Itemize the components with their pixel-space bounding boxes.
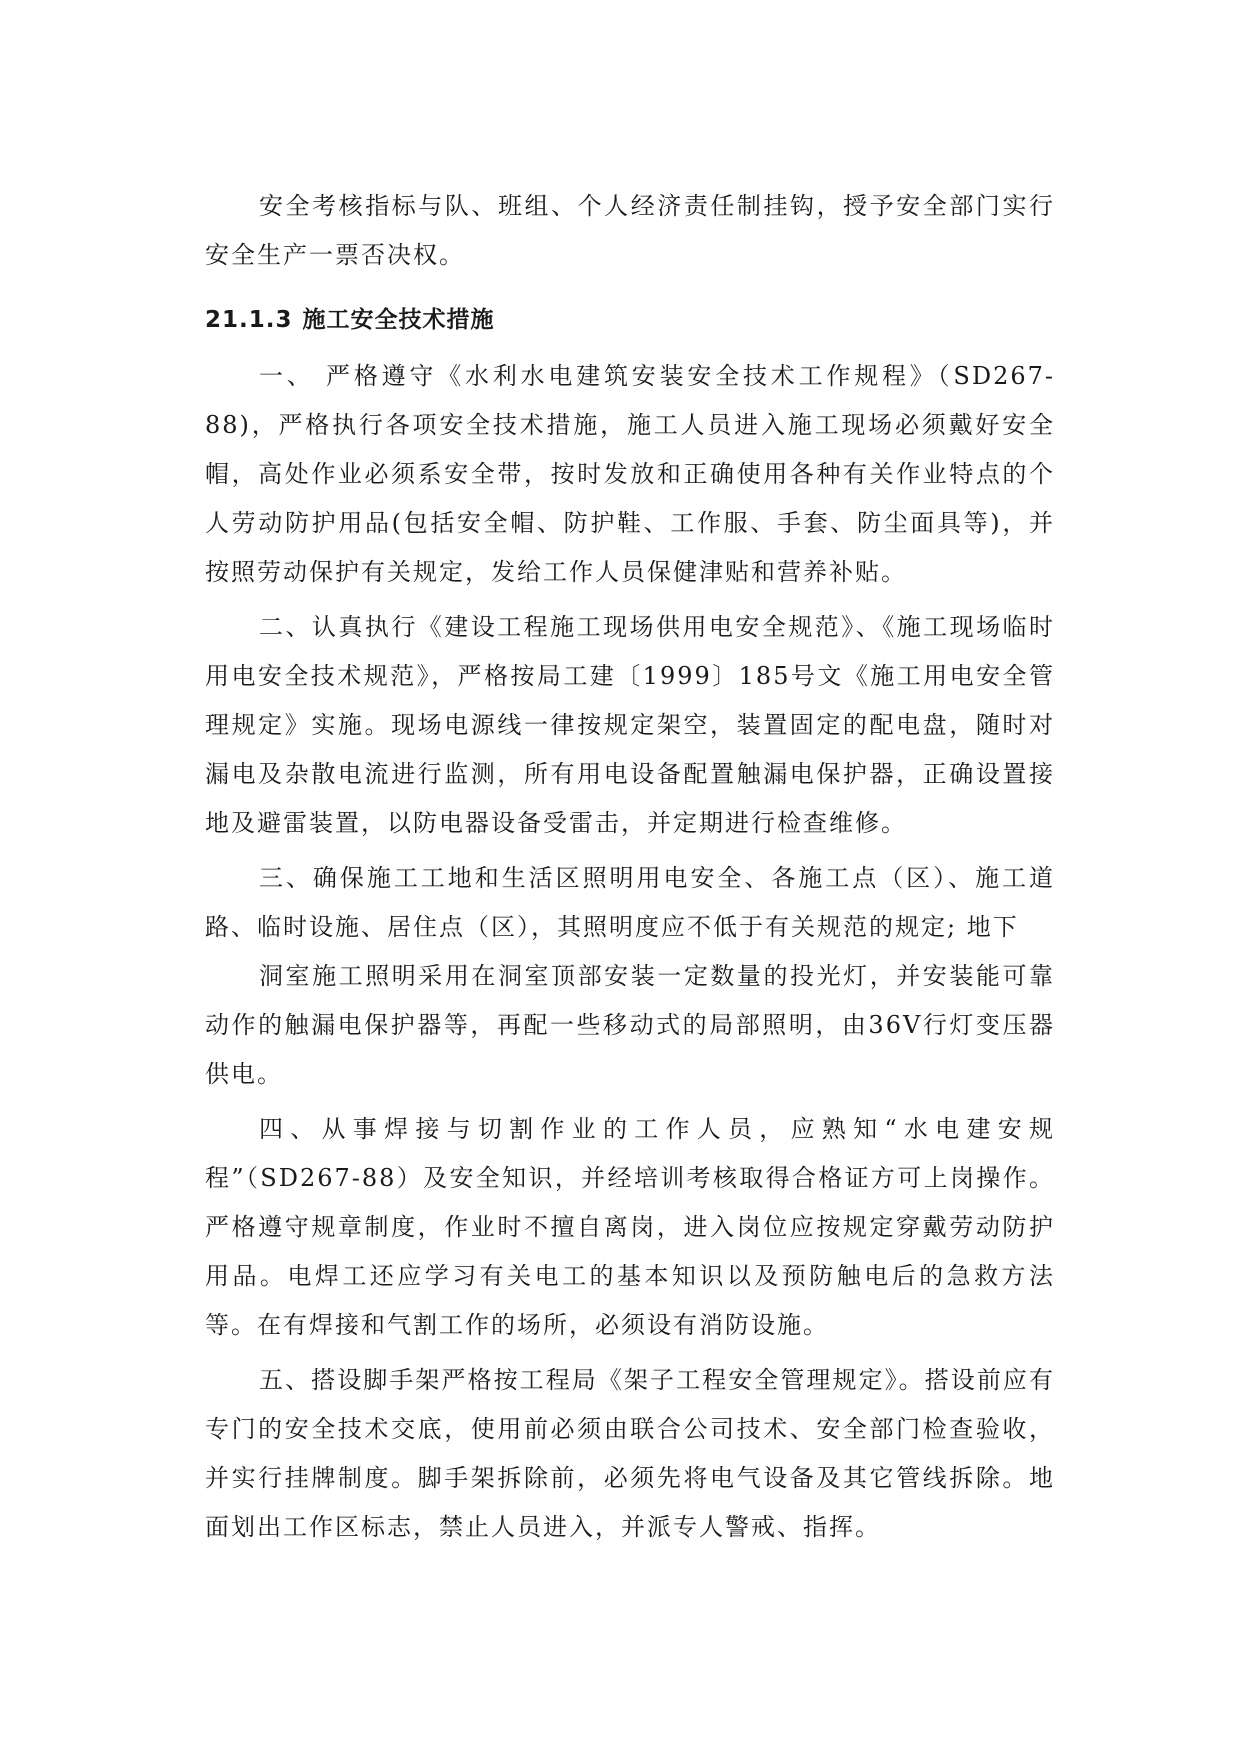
section-heading xyxy=(205,300,1055,340)
paragraph-item-5: 五、搭设脚手架严格按工程局《架子工程安全管理规定》。搭设前应有专门的安全技术交底，使用前必须由联合公司技术、安全部门检查验收，并实行挂牌制度。脚手架拆除前，必须先将电气设备及其它管线拆除。地面划出工作区标志，禁止人员进入，并派专人警戒、指挥。 xyxy=(205,1366,1055,1541)
paragraph-item-3-continued: 洞室施工照明采用在洞室顶部安装一定数量的投光灯，并安装能可靠动作的触漏电保护器等，再配一些移动式的局部照明，由36V行灯变压器供电。 xyxy=(205,962,1055,1088)
paragraph-assessment: 安全考核指标与队、班组、个人经济责任制挂钩，授予安全部门实行安全生产一票否决权。 xyxy=(205,192,1055,269)
paragraph-item-4: 四、从事焊接与切割作业的工作人员，应熟知“水电建安规程”（SD267-88）及安全知识，并经培训考核取得合格证方可上岗操作。严格遵守规章制度，作业时不擅自离岗，进入岗位应按规定穿戴劳动防护用品。电焊工还应学习有关电工的基本知识以及预防触电后的急救方法等。在有焊接和气割工作的场所，必须设有消防设施。 xyxy=(205,1115,1055,1339)
section-title: 施工安全技术措施 xyxy=(302,307,495,333)
paragraph-item-3: 三、确保施工工地和生活区照明用电安全、各施工点（区）、施工道路、临时设施、居住点（区），其照明度应不低于有关规范的规定; 地下 xyxy=(205,864,1055,941)
section-number: 21.1.3 xyxy=(205,307,293,333)
document-page xyxy=(205,182,1055,1552)
paragraph-item-2: 二、认真执行《建设工程施工现场供用电安全规范》、《施工现场临时用电安全技术规范》，严格按局工建〔1999〕185号文《施工用电安全管理规定》实施。现场电源线一律按规定架空，装置固定的配电盘，随时对漏电及杂散电流进行监测，所有用电设备配置触漏电保护器，正确设置接地及避雷装置，以防电器设备受雷击，并定期进行检查维修。 xyxy=(205,613,1055,837)
paragraph-item-1: 一、 严格遵守《水利水电建筑安装安全技术工作规程》（SD267-88)，严格执行各项安全技术措施，施工人员进入施工现场必须戴好安全帽，高处作业必须系安全带，按时发放和正确使用各种有关作业特点的个人劳动防护用品(包括安全帽、防护鞋、工作服、手套、防尘面具等)，并按照劳动保护有关规定，发给工作人员保健津贴和营养补贴。 xyxy=(205,362,1055,586)
